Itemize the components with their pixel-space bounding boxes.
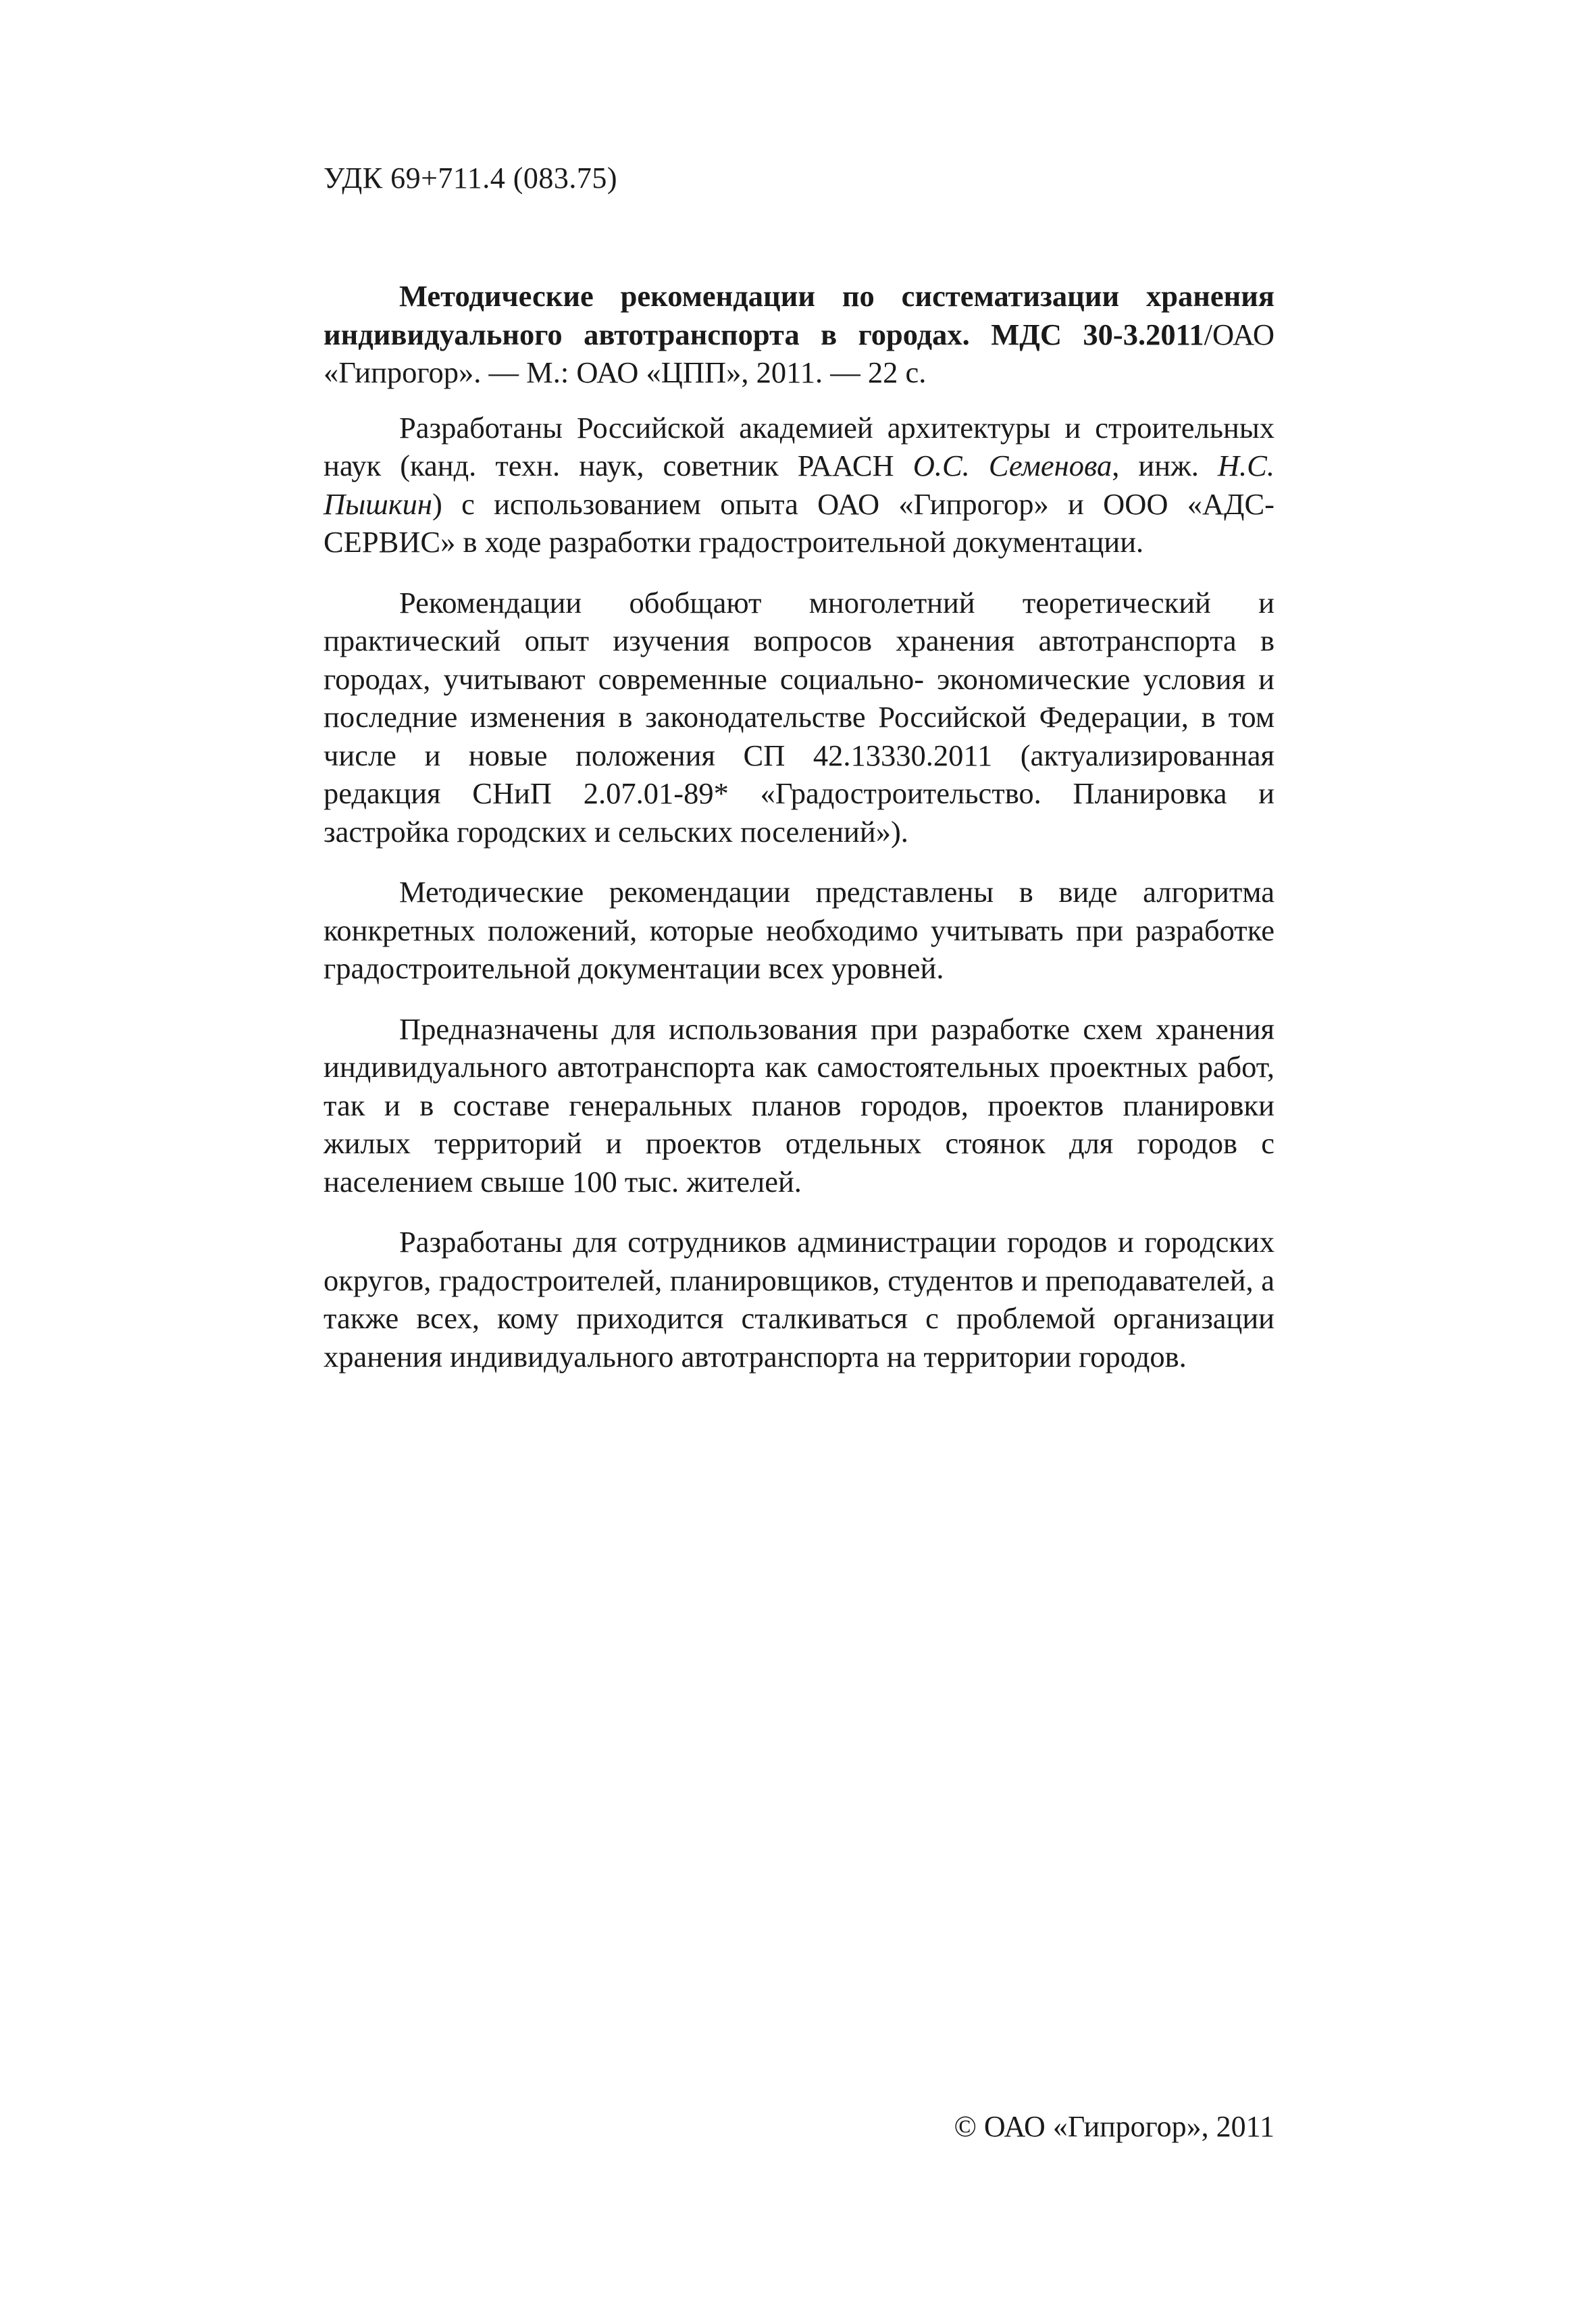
developers-text-1: Разработаны Российской академией архитектуры и строительных наук (канд. техн. наук, советник РААСН	[324, 410, 1275, 482]
udk-code: УДК 69+711.4 (083.75)	[324, 161, 618, 195]
audience-paragraph: Разработаны для сотрудников администрации городов и городских округов, градостроителей, планировщиков, студентов и преподавателей, а также всех, кому приходится сталкиваться с проблемой организации хранения индивидуального автотранспорта на территории городов.	[324, 1225, 1275, 1374]
annotation-text	[324, 277, 1275, 1398]
developers-text-2: , инж.	[1112, 449, 1218, 482]
developers-text-3: ) с использованием опыта ОАО «Гипрогор» и ООО «АДС-СЕРВИС» в ходе разработки градостроительной документации.	[324, 486, 1275, 559]
developers-paragraph	[324, 409, 1275, 561]
author-name-2: Н.С. Пышкин	[324, 449, 1275, 521]
bibliographic-record	[324, 277, 1275, 392]
publisher-info: /ОАО «Гипрогор». — М.: ОАО «ЦПП», 2011. — 22 с.	[324, 317, 1275, 389]
method-paragraph: Методические рекомендации представлены в виде алгоритма конкретных положений, которые необходимо учитывать при разработке градостроительной документации всех уровней.	[324, 875, 1275, 985]
summary-paragraph: Рекомендации обобщают многолетний теоретический и практический опыт изучения вопросов хранения автотранспорта в городах, учитывают современные социально- экономические условия и последние изменения в законодательстве Российской Федерации, в том числе и новые положения СП 42.13330.2011 (актуализированная редакция СНиП 2.07.01-89* «Градостроительство. Планировка и застройка городских и сельских поселений»).	[324, 585, 1275, 849]
copyright-notice: © ОАО «Гипрогор», 2011	[954, 2110, 1275, 2143]
purpose-paragraph: Предназначены для использования при разработке схем хранения индивидуального автотранспорта как самостоятельных проектных работ, так и в составе генеральных планов городов, проектов планировки жилых территорий и проектов отдельных стоянок для городов с населением свыше 100 тыс. жителей.	[324, 1011, 1275, 1199]
document-title: Методические рекомендации по систематизации хранения индивидуального автотранспорта в городах. МДС 30-3.2011	[324, 279, 1275, 351]
author-name-1: О.С. Семенова	[912, 449, 1112, 482]
